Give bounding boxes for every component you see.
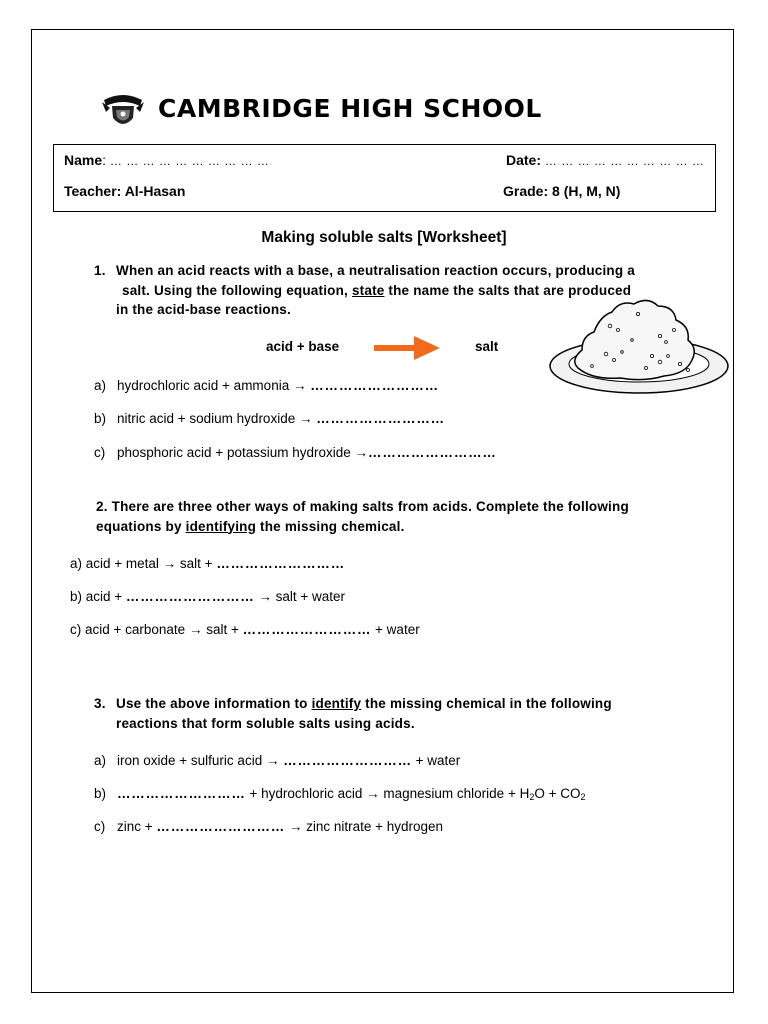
q2-item-c-post: + water xyxy=(371,622,420,637)
school-header xyxy=(80,88,680,134)
q1-item-a-text: hydrochloric acid + ammonia → xyxy=(117,378,311,393)
question-1-number: 1. xyxy=(94,263,106,278)
question-3-number: 3. xyxy=(94,696,106,711)
q1-item-c-text: phosphoric acid + potassium hydroxide → xyxy=(117,445,369,460)
salt-pile-illustration xyxy=(548,290,730,396)
equation-left: acid + base xyxy=(266,339,340,354)
question-2-line2: equations by identifying the missing chemical. xyxy=(96,518,405,534)
q3-item-b-blank[interactable]: ……………………… xyxy=(117,786,246,801)
grade-label: Grade: 8 (H, M, N) xyxy=(503,183,621,199)
question-1-line2: salt. Using the following equation, state the name the salts that are produced xyxy=(122,282,632,298)
q1-item-b-text: nitric acid + sodium hydroxide → xyxy=(117,411,317,426)
name-blank: … … … … … … … … … … xyxy=(109,154,270,168)
q2-item-b-text: b) acid + xyxy=(70,589,126,604)
equation-right: salt xyxy=(475,339,499,354)
q1-item-b-blank[interactable]: ……………………… xyxy=(316,411,445,426)
q2-item-c-blank[interactable]: ……………………… xyxy=(242,622,372,637)
identifying-keyword: identifying xyxy=(185,518,257,534)
q2-item-c-text: c) acid + carbonate → salt + xyxy=(70,622,243,637)
arrow-right-icon xyxy=(374,335,440,361)
q2-item-a-text: a) acid + metal → salt + xyxy=(70,556,217,571)
q2-item-b xyxy=(70,589,345,604)
q3-item-c-text: zinc + xyxy=(117,819,157,834)
question-1-line3: in the acid-base reactions. xyxy=(116,302,291,317)
q1-item-c-letter: c) xyxy=(94,445,106,460)
date-field[interactable] xyxy=(506,152,704,168)
q3-item-c-blank[interactable]: ……………………… xyxy=(156,819,286,834)
identify-keyword: identify xyxy=(311,696,362,711)
q2-item-b-post: → salt + water xyxy=(254,589,346,604)
question-1-line1: When an acid reacts with a base, a neutralisation reaction occurs, producing a xyxy=(116,263,635,278)
q2-item-a xyxy=(70,556,345,571)
worksheet-title: Making soluble salts [Worksheet] xyxy=(261,229,507,246)
q3-item-a-text: iron oxide + sulfuric acid → xyxy=(117,753,284,768)
q2-item-c xyxy=(70,622,420,637)
q1-item-b-letter: b) xyxy=(94,411,107,426)
q3-item-a-letter: a) xyxy=(94,753,107,768)
q3-item-c-letter: c) xyxy=(94,819,106,834)
q3-item-b-letter: b) xyxy=(94,786,107,801)
question-3-line2: reactions that form soluble salts using acids. xyxy=(116,715,415,731)
q1-item-a-letter: a) xyxy=(94,378,107,393)
question-3 xyxy=(94,694,714,733)
q2-item-a-blank[interactable]: ……………………… xyxy=(216,556,346,571)
date-label: Date: xyxy=(506,152,542,168)
q2-item-b-blank[interactable]: ……………………… xyxy=(125,589,255,604)
name-label: Name xyxy=(64,152,103,168)
teacher-label: Teacher: Al-Hasan xyxy=(64,183,186,199)
state-keyword: state xyxy=(351,282,385,298)
q3-item-b-text: + hydrochloric acid → magnesium chloride + H xyxy=(245,786,530,801)
question-2-number: 2. xyxy=(96,499,108,514)
date-blank: … … … … … … … … … … xyxy=(544,154,705,168)
student-info-box xyxy=(53,144,716,212)
name-colon: : xyxy=(102,152,107,168)
q1-item-c-blank[interactable]: ……………………… xyxy=(368,445,497,460)
school-name: CAMBRIDGE HIGH SCHOOL xyxy=(158,94,542,123)
question-2 xyxy=(96,497,716,536)
q3-item-a-blank[interactable]: ……………………… xyxy=(283,753,412,768)
question-2-line1: 2. There are three other ways of making salts from acids. Complete the following xyxy=(96,499,629,514)
name-field[interactable] xyxy=(64,152,269,168)
school-crest-icon xyxy=(100,92,146,132)
question-3-line1: Use the above information to identify the missing chemical in the following xyxy=(116,696,612,711)
q1-item-a-blank[interactable]: ……………………… xyxy=(310,378,439,393)
